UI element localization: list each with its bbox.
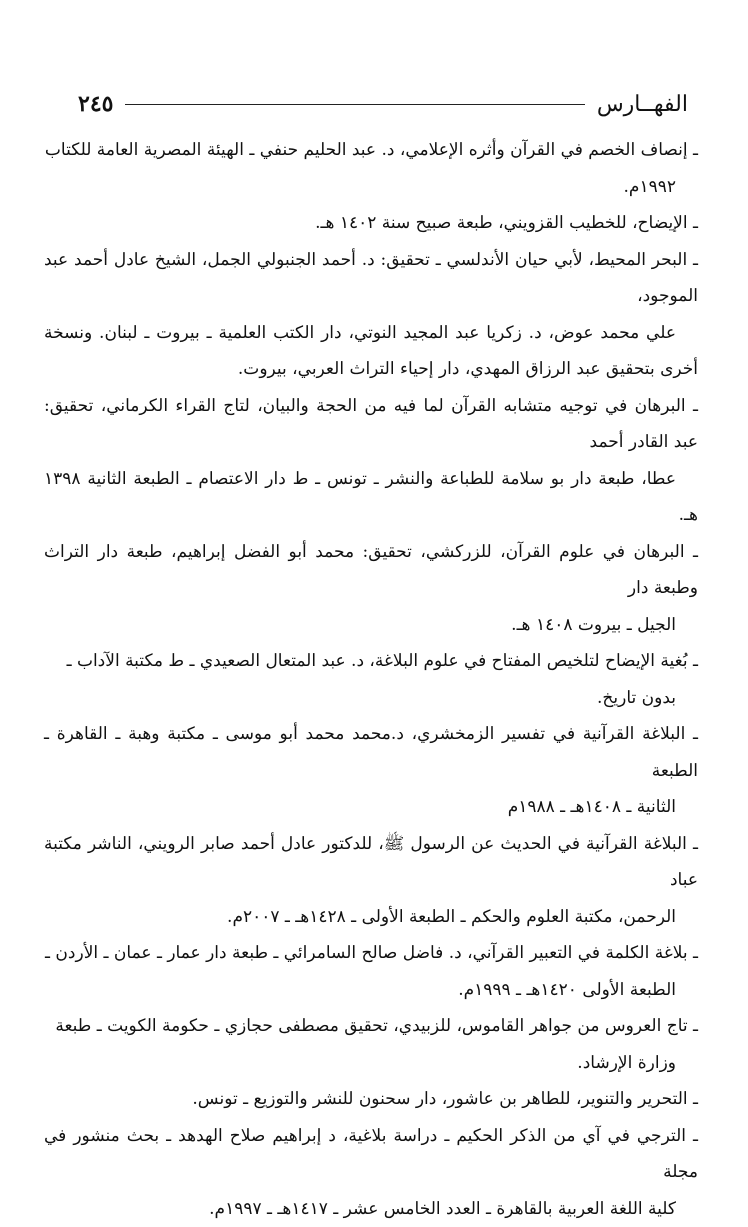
entry-text: ـ البلاغة القرآنية في الحديث عن الرسول ﷺ، للدكتور عادل أحمد صابر الرويني، الناشر مكتبة عباد — [44, 834, 698, 891]
header-rule — [125, 104, 584, 105]
entry-text: ـ البرهان في توجيه متشابه القرآن لما فيه من الحجة والبيان، لتاج القراء الكرماني، تحقيق: عبد القادر أحمد — [44, 396, 698, 453]
entry-continuation: بدون تاريخ. — [597, 688, 698, 708]
bibliography-entry — [44, 242, 698, 388]
bibliography-entry — [44, 1081, 698, 1118]
entry-continuation: وزارة الإرشاد. — [577, 1053, 698, 1073]
entry-text: ـ إنصاف الخصم في القرآن وأثره الإعلامي، د. عبد الحليم حنفي ـ الهيئة المصرية العامة للكتاب — [45, 140, 698, 160]
bibliography-entry — [44, 935, 698, 1008]
entry-continuation: عطا، طبعة دار بو سلامة للطباعة والنشر ـ تونس ـ ط دار الاعتصام ـ الطبعة الثانية ١٣٩٨ هـ. — [44, 469, 698, 526]
bibliography-list — [44, 132, 698, 1227]
entry-text: ـ بُغية الإيضاح لتلخيص المفتاح في علوم البلاغة، د. عبد المتعال الصعيدي ـ ط مكتبة الآداب ـ — [67, 651, 698, 671]
entry-text: ـ بلاغة الكلمة في التعبير القرآني، د. فاضل صالح السامرائي ـ طبعة دار عمار ـ عمان ـ الأردن ـ — [45, 943, 698, 963]
bibliography-entry — [44, 826, 698, 936]
page-number: ٢٤٥ — [78, 91, 113, 117]
bibliography-entry — [44, 205, 698, 242]
entry-text: ـ التحرير والتنوير، للطاهر بن عاشور، دار سحنون للنشر والتوزيع ـ تونس. — [192, 1089, 698, 1109]
bibliography-entry — [44, 1118, 698, 1227]
bibliography-entry — [44, 1008, 698, 1081]
bibliography-entry — [44, 132, 698, 205]
entry-continuation: ١٩٩٢م. — [624, 177, 698, 197]
entry-text: ـ تاج العروس من جواهر القاموس، للزبيدي، تحقيق مصطفى حجازي ـ حكومة الكويت ـ طبعة — [55, 1016, 698, 1036]
entry-text: ـ البرهان في علوم القرآن، للزركشي، تحقيق: محمد أبو الفضل إبراهيم، طبعة دار التراث وطبعة دار — [44, 542, 698, 599]
bibliography-entry — [44, 388, 698, 534]
entry-text: ـ البلاغة القرآنية في تفسير الزمخشري، د.محمد محمد أبو موسى ـ مكتبة وهبة ـ القاهرة ـ الطبعة — [44, 724, 698, 781]
running-header — [78, 88, 688, 120]
section-title: الفهــارس — [597, 92, 688, 117]
entry-text: ـ البحر المحيط، لأبي حيان الأندلسي ـ تحقيق: د. أحمد الجنبولي الجمل، الشيخ عادل أحمد عبد الموجود، — [44, 250, 698, 307]
bibliography-entry — [44, 643, 698, 716]
entry-continuation: الثانية ـ ١٤٠٨هـ ـ ١٩٨٨م — [508, 797, 698, 817]
entry-text: ـ الترجي في آي من الذكر الحكيم ـ دراسة بلاغية، د إبراهيم صلاح الهدهد ـ بحث منشور في مجلة — [44, 1126, 698, 1183]
entry-continuation: علي محمد عوض، د. زكريا عبد المجيد النوتي، دار الكتب العلمية ـ بيروت ـ لبنان. ونسخة أخرى بتحقيق عبد الرزاق المهدي، دار إحياء التراث العربي، بيروت. — [44, 323, 698, 380]
entry-continuation: الطبعة الأولى ١٤٢٠هـ ـ ١٩٩٩م. — [458, 980, 698, 1000]
entry-continuation: كلية اللغة العربية بالقاهرة ـ العدد الخامس عشر ـ ١٤١٧هـ ـ ١٩٩٧م. — [209, 1199, 698, 1219]
entry-continuation: الرحمن، مكتبة العلوم والحكم ـ الطبعة الأولى ـ ١٤٢٨هـ ـ ٢٠٠٧م. — [227, 907, 698, 927]
bibliography-entry — [44, 534, 698, 644]
bibliography-entry — [44, 716, 698, 826]
entry-continuation: الجيل ـ بيروت ١٤٠٨ هـ. — [511, 615, 698, 635]
entry-text: ـ الإيضاح، للخطيب القزويني، طبعة صبيح سنة ١٤٠٢ هـ. — [315, 213, 698, 233]
